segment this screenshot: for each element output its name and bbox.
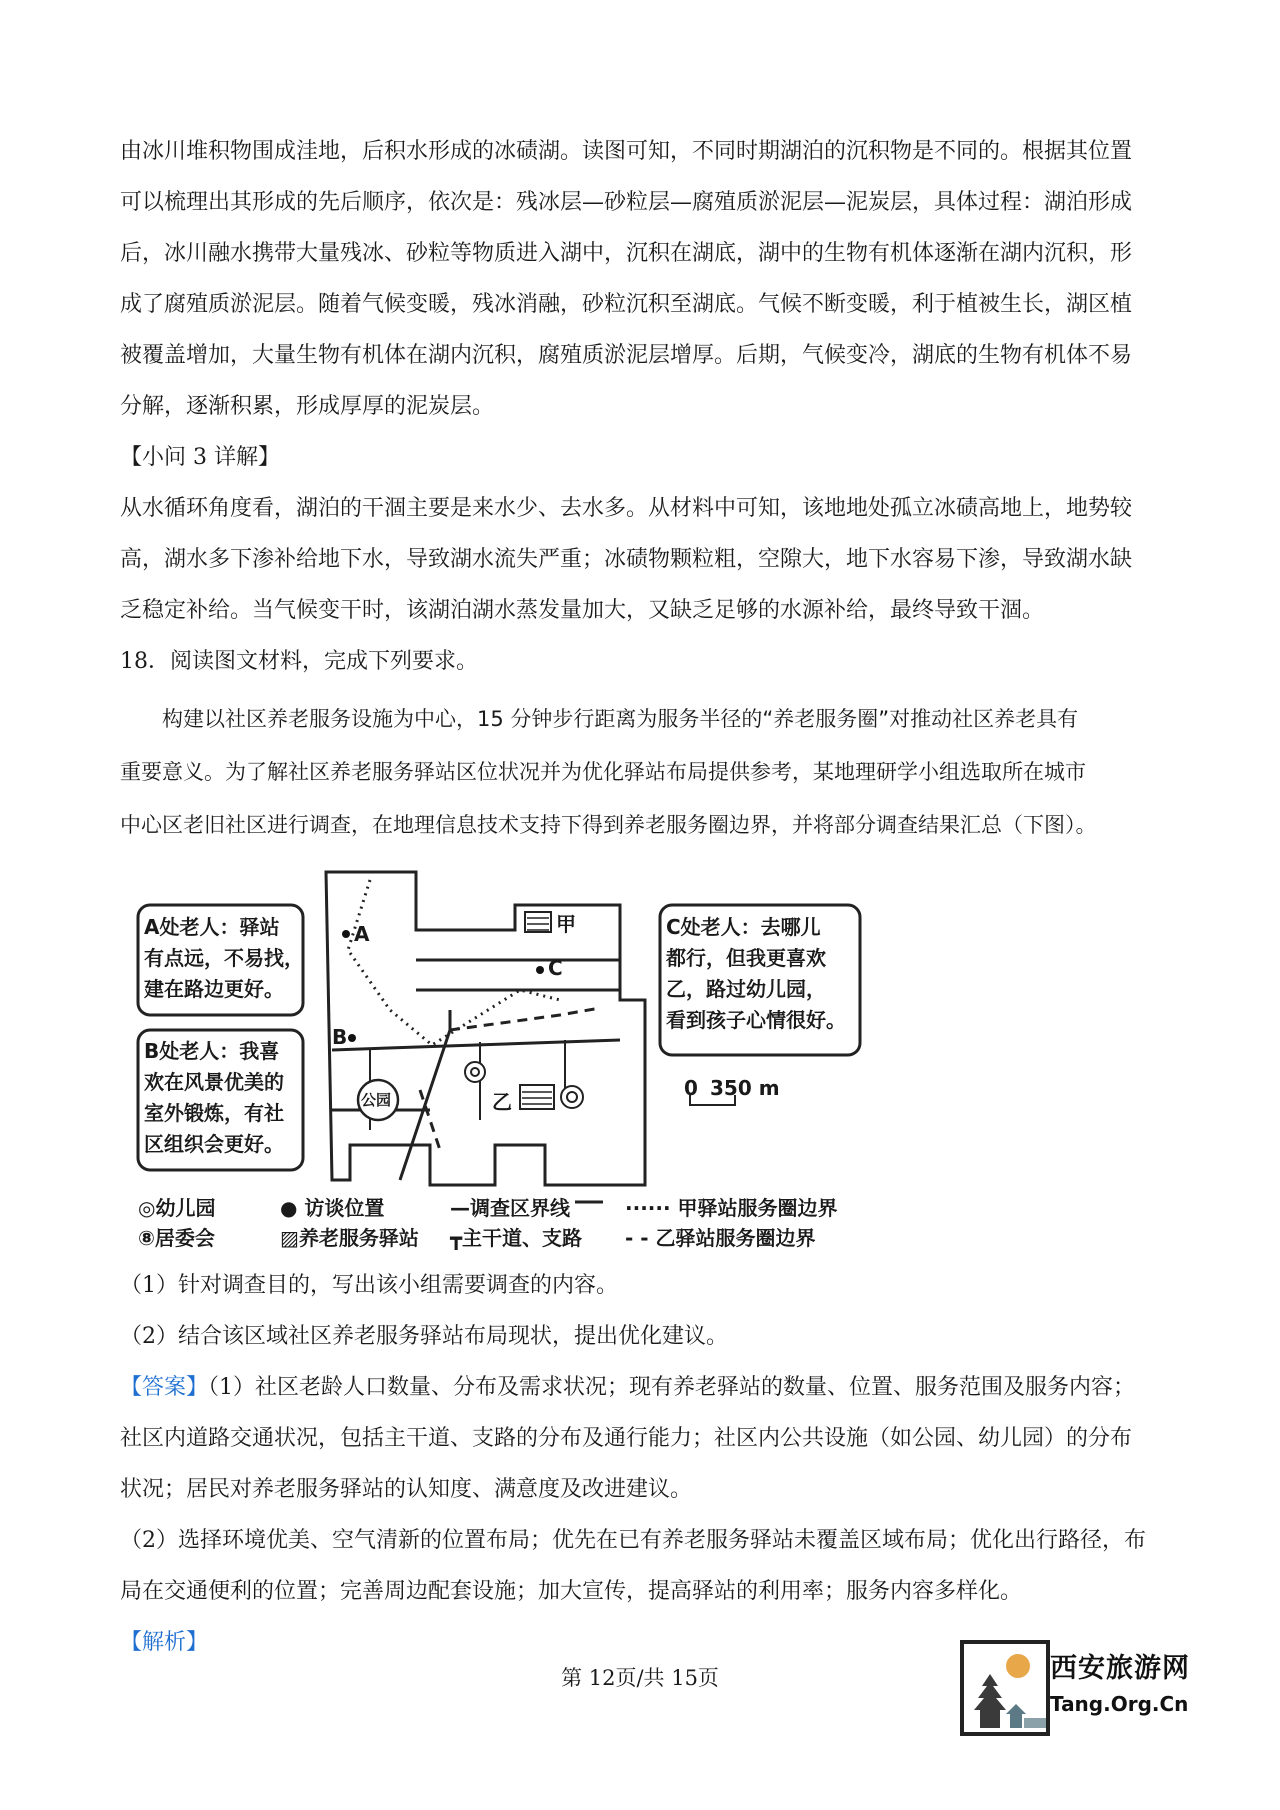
interview-point-a xyxy=(342,930,350,938)
kindergarten-icon xyxy=(465,1062,485,1082)
logo-subtitle: Tang.Org.Cn xyxy=(1050,1692,1189,1716)
text-line: 后，冰川融水携带大量残冰、砂粒等物质进入湖中，沉积在湖底，湖中的生物有机体逐渐在湖内沉积，形 xyxy=(120,241,1133,266)
bubble-line: 建在路边更好。 xyxy=(144,977,284,1001)
map-label-c: C xyxy=(548,956,563,980)
text-line: 重要意义。为了解社区养老服务驿站区位状况并为优化驿站布局提供参考，某地理研学小组选取所在城市 xyxy=(120,760,1086,784)
committee-icon xyxy=(561,1086,583,1108)
interview-point-b xyxy=(348,1034,356,1042)
bubble-c xyxy=(666,912,846,1036)
text-line: 成了腐殖质淤泥层。随着气候变暖，残冰消融，砂粒沉积至湖底。气候不断变暖，利于植被生长，湖区植 xyxy=(120,292,1133,317)
text-line: 从水循环角度看，湖泊的干涸主要是来水少、去水多。从材料中可知，该地地处孤立冰碛高地上，地势较 xyxy=(120,496,1133,521)
station-yi-icon xyxy=(520,1085,554,1109)
site-logo xyxy=(960,1640,1210,1736)
page-content xyxy=(120,126,1170,1668)
bubble-line: 欢在风景优美的 xyxy=(144,1070,284,1094)
map-label-a: A xyxy=(354,922,370,946)
text-line: 乏稳定补给。当气候变干时，该湖泊湖水蒸发量加大，又缺乏足够的水源补给，最终导致干涸。 xyxy=(120,598,1045,623)
scale-value: 350 m xyxy=(710,1076,780,1100)
legend-interview: ● 访谈位置 xyxy=(280,1196,385,1220)
question-18-subquestions xyxy=(120,1260,1170,1668)
question-18-title: 18．阅读图文材料，完成下列要求。 xyxy=(120,649,478,674)
analysis-paragraph xyxy=(120,126,1170,432)
legend-jia-boundary: ······ 甲驿站服务圈边界 xyxy=(625,1196,838,1220)
text-line: 被覆盖增加，大量生物有机体在湖内沉积，腐殖质淤泥层增厚。后期，气候变冷，湖底的生物有机体不易 xyxy=(120,343,1133,368)
logo-title: 西安旅游网 xyxy=(1050,1653,1190,1684)
bubble-line: 看到孩子心情很好。 xyxy=(666,1008,846,1032)
bubble-line: 都行，但我更喜欢 xyxy=(666,946,826,970)
text-line: （2）选择环境优美、空气清新的位置布局；优先在已有养老服务驿站未覆盖区域布局；优化出行路径，布 xyxy=(120,1528,1147,1553)
station-jia-icon xyxy=(525,912,551,932)
bubble-line: B处老人：我喜 xyxy=(144,1039,280,1063)
map-label-jia: 甲 xyxy=(556,912,576,936)
bubble-b xyxy=(144,1036,284,1160)
pagoda-icon xyxy=(960,1640,1050,1736)
text-line: 中心区老旧社区进行调查，在地理信息技术支持下得到养老服务圈边界，并将部分调查结果汇总（下图）。 xyxy=(120,813,1097,837)
bubble-line: A处老人：驿站 xyxy=(144,915,280,939)
map-label-yi: 乙 xyxy=(492,1090,512,1114)
main-road xyxy=(332,1040,620,1050)
legend-roads: ┳主干道、支路 xyxy=(450,1226,583,1250)
legend-yi-boundary: - - 乙驿站服务圈边界 xyxy=(625,1226,816,1250)
legend-kindergarten: ◎幼儿园 xyxy=(138,1196,216,1220)
sub-question-3-header: 【小问 3 详解】 xyxy=(120,445,280,470)
text-line: 分解，逐渐积累，形成厚厚的泥炭层。 xyxy=(120,394,495,419)
text-line: （1）社区老龄人口数量、分布及需求状况；现有养老驿站的数量、位置、服务范围及服务内容； xyxy=(208,1375,1136,1400)
yi-service-boundary xyxy=(420,1008,600,1150)
question-18-sub2: （2）结合该区域社区养老服务驿站布局现状，提出优化建议。 xyxy=(120,1324,728,1349)
bubble-line: 区组织会更好。 xyxy=(144,1132,284,1156)
legend-committee: ⑧居委会 xyxy=(138,1226,215,1250)
text-line: 状况；居民对养老服务驿站的认知度、满意度及改进建议。 xyxy=(120,1477,693,1502)
legend-boundary: —调查区界线 xyxy=(450,1196,570,1220)
bubble-line: 乙，路过幼儿园， xyxy=(666,977,826,1001)
map-label-b: B xyxy=(332,1025,348,1049)
bubble-line: C处老人：去哪儿 xyxy=(666,915,821,939)
text-line: 由冰川堆积物围成洼地，后积水形成的冰碛湖。读图可知，不同时期湖泊的沉积物是不同的。根据其位置 xyxy=(120,139,1133,164)
sub-question-3-section xyxy=(120,432,1170,687)
question-18-material xyxy=(120,693,1170,852)
answer-first-line xyxy=(120,1362,1170,1413)
bubble-line: 有点远，不易找， xyxy=(144,946,304,970)
bubble-a xyxy=(144,912,304,1005)
map-label-park: 公园 xyxy=(361,1091,392,1109)
text-line: 可以梳理出其形成的先后顺序，依次是：残冰层—砂粒层—腐殖质淤泥层—泥炭层，具体过程：湖泊形成 xyxy=(120,190,1133,215)
question-18-sub1: （1）针对调查目的，写出该小组需要调查的内容。 xyxy=(120,1273,618,1298)
interview-point-c xyxy=(536,966,544,974)
text-line: 高，湖水多下渗补给地下水，导致湖水流失严重；冰碛物颗粒粗，空隙大，地下水容易下渗，导致湖水缺 xyxy=(120,547,1133,572)
analysis-label: 【解析】 xyxy=(120,1630,209,1655)
elderly-service-map-figure xyxy=(120,860,1170,1260)
page-footer: 第 12页/共 15页 xyxy=(561,1666,719,1690)
main-road xyxy=(400,1010,450,1180)
legend-station: ▨养老服务驿站 xyxy=(280,1226,419,1250)
survey-boundary xyxy=(326,872,645,1185)
text-line: 社区内道路交通状况，包括主干道、支路的分布及通行能力；社区内公共设施（如公园、幼儿园）的分布 xyxy=(120,1426,1133,1451)
text-line: 局在交通便利的位置；完善周边配套设施；加大宣传，提高驿站的利用率；服务内容多样化。 xyxy=(120,1579,1023,1604)
text-line: 构建以社区养老服务设施为中心，15 分钟步行距离为服务半径的“养老服务圈”对推动社区养老具有 xyxy=(162,707,1079,731)
answer-label: 【答案】 xyxy=(120,1375,209,1400)
scale-zero: 0 xyxy=(684,1076,698,1100)
bubble-line: 室外锻炼，有社 xyxy=(144,1101,284,1125)
